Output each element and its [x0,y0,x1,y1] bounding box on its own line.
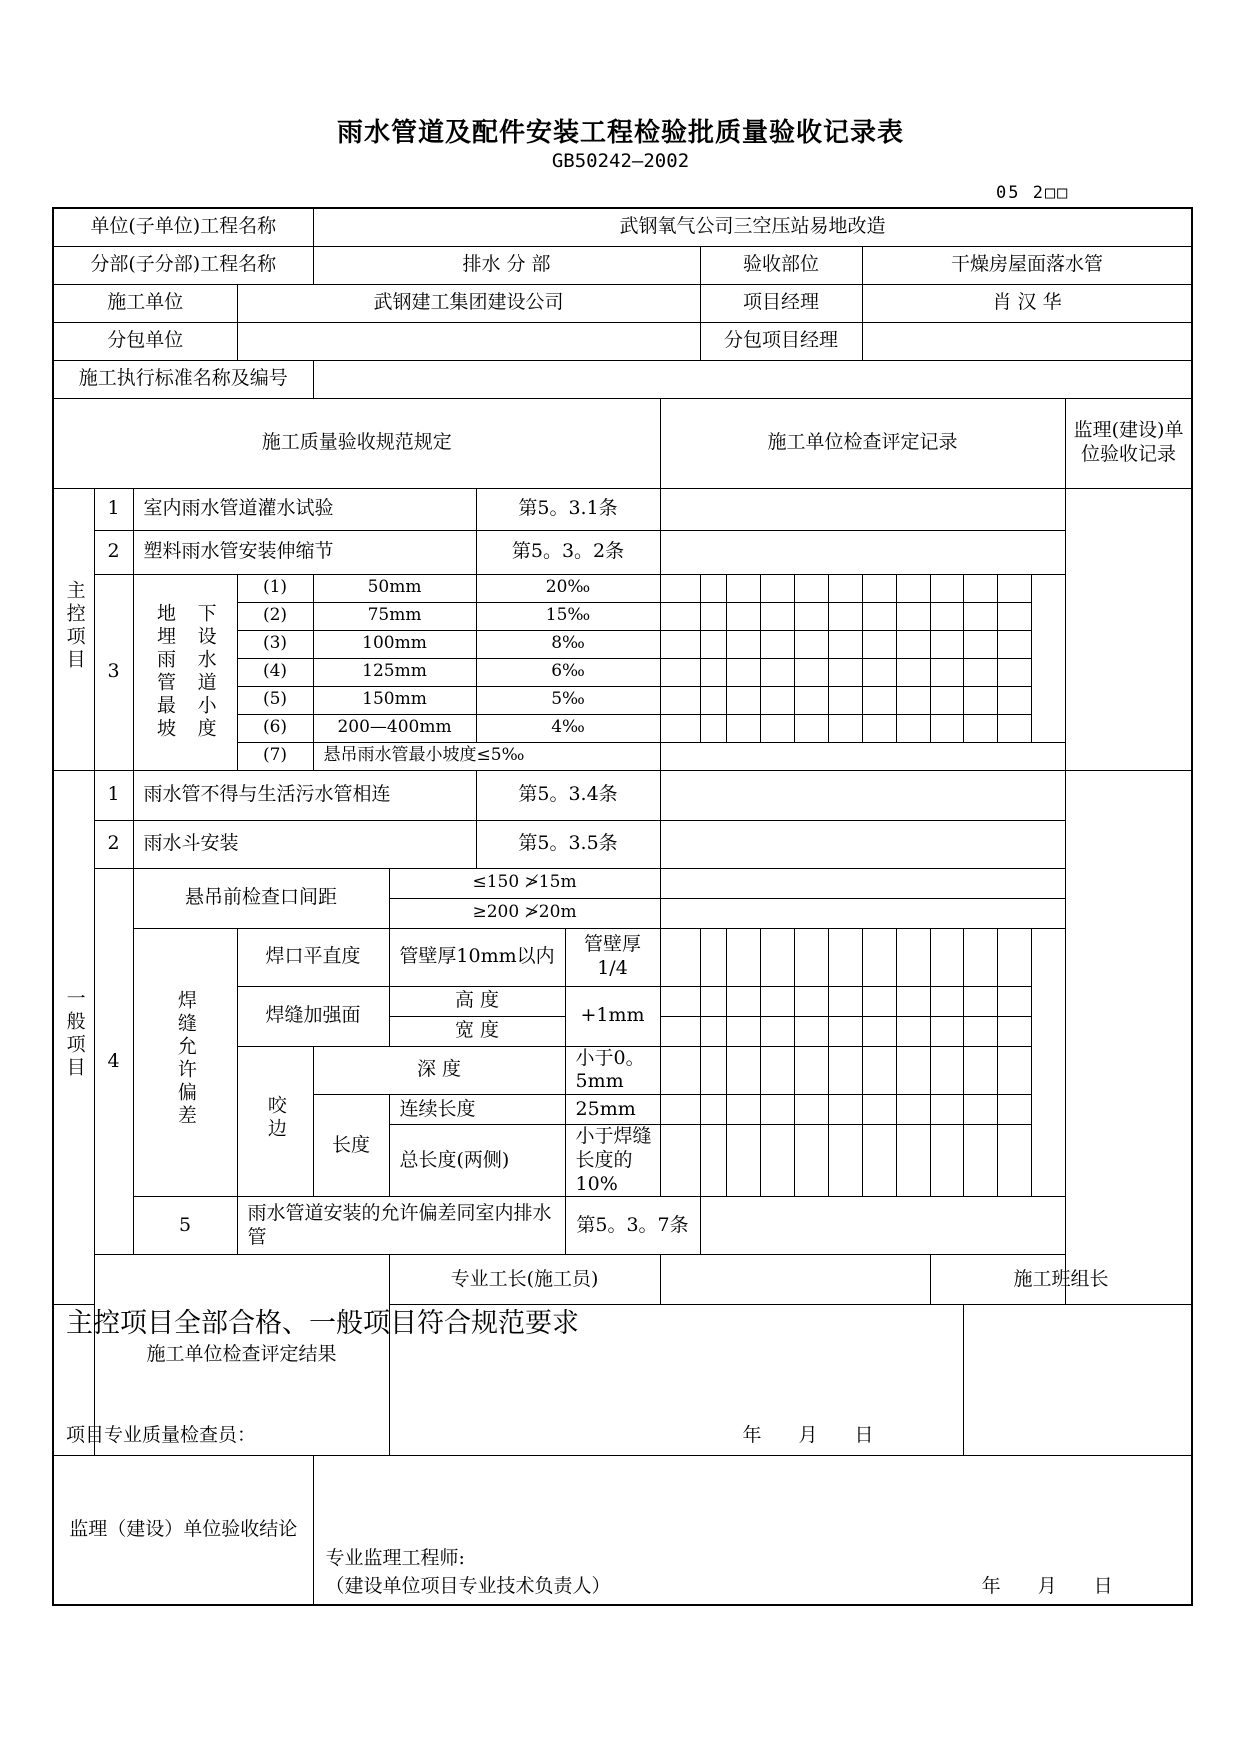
general-item-no: 1 [94,770,133,820]
pipe-size: 75mm [313,602,476,630]
min-slope: 15‰ [476,602,660,630]
check-cell[interactable] [930,574,963,602]
general-item-no: 2 [94,820,133,868]
check-cell[interactable] [862,686,896,714]
project-manager-value[interactable]: 肖 汉 华 [862,284,1192,322]
check-record-cell[interactable] [660,820,1065,868]
reinforcement-value: +1mm [565,986,660,1046]
main-item-no: 3 [94,574,133,770]
check-cell[interactable] [997,986,1031,1016]
check-cell[interactable] [997,630,1031,658]
check-cell[interactable] [700,1046,726,1095]
pipe-size: 100mm [313,630,476,658]
check-record-cell[interactable] [660,488,1065,530]
result-text[interactable]: 主控项目全部合格、一般项目符合规范要求 [66,1308,579,1340]
inspection-part-label: 验收部位 [700,246,862,284]
check-cell[interactable] [930,602,963,630]
sub-pm-value[interactable] [862,322,1192,360]
check-cell[interactable] [726,986,760,1016]
check-cell[interactable] [760,686,794,714]
check-cell[interactable] [794,658,828,686]
min-slope: 4‰ [476,714,660,742]
check-cell[interactable] [726,574,760,602]
check-cell[interactable] [862,928,896,986]
check-cell[interactable] [726,686,760,714]
check-record-cell[interactable] [660,530,1065,574]
supervisor-record-cell[interactable] [1065,488,1192,770]
check-cell[interactable] [828,602,862,630]
check-cell[interactable] [963,1016,997,1046]
check-cell[interactable] [794,986,828,1016]
check-cell[interactable] [896,928,930,986]
general-item-name: 雨水管道安装的允许偏差同室内排水管 [237,1197,565,1255]
check-cell[interactable] [930,1016,963,1046]
result-label: 施工单位检查评定结果 [94,1255,389,1456]
weld-deviation-label: 焊缝允许偏差 [133,928,237,1197]
supervisor-column-header: 监理(建设)单位验收记录 [1065,398,1192,488]
main-item-no: 1 [94,488,133,530]
owner-label: （建设单位项目专业技术负责人） [325,1574,611,1597]
supervision-label: 监理（建设）单位验收结论 [53,1456,313,1606]
slope-index: (7) [237,742,313,770]
continuous-length-value: 25mm [565,1095,660,1125]
check-cell[interactable] [726,602,760,630]
reinforcement-height: 高 度 [389,986,565,1016]
slope-row [53,574,1192,602]
main-item-clause: 第5。3。2条 [476,530,660,574]
slope-index: (3) [237,630,313,658]
check-cell[interactable] [726,630,760,658]
check-cell[interactable] [700,1095,726,1125]
check-cell[interactable] [896,574,930,602]
check-cell[interactable] [963,714,997,742]
check-cell[interactable] [700,630,726,658]
check-cell[interactable] [700,658,726,686]
slope-index: (5) [237,686,313,714]
check-cell[interactable] [700,714,726,742]
check-cell[interactable] [700,686,726,714]
supervision-content [313,1456,1192,1606]
check-cell[interactable] [828,714,862,742]
check-cell[interactable] [963,928,997,986]
spacing-rule-a: ≤150 ≯15m [389,868,660,898]
weld-flatness-condition: 管壁厚10mm以内 [389,928,565,986]
project-manager-label: 项目经理 [700,284,862,322]
check-cell[interactable] [930,658,963,686]
sub-project-value[interactable]: 排水 分 部 [313,246,700,284]
check-cell[interactable] [760,1125,794,1197]
contractor-label: 施工单位 [53,284,237,322]
check-cell[interactable] [862,630,896,658]
check-cell[interactable] [997,658,1031,686]
check-cell[interactable] [760,986,794,1016]
check-cell[interactable] [660,630,700,658]
check-cell[interactable] [963,986,997,1016]
check-cell[interactable] [963,1046,997,1095]
check-cell[interactable] [896,986,930,1016]
general-item-name: 雨水斗安装 [133,820,476,868]
check-cell[interactable] [700,928,726,986]
check-cell[interactable] [660,1125,700,1197]
check-cell[interactable] [997,1016,1031,1046]
subcontractor-label: 分包单位 [53,322,237,360]
subcontractor-value[interactable] [237,322,700,360]
pipe-size: 200—400mm [313,714,476,742]
check-cell[interactable] [997,574,1031,602]
check-cell[interactable] [896,602,930,630]
check-cell[interactable] [963,686,997,714]
standard-label: 施工执行标准名称及编号 [53,360,313,398]
check-cell[interactable] [726,1125,760,1197]
check-cell[interactable] [828,1016,862,1046]
general-item-no: 4 [94,868,133,1255]
check-cell[interactable] [760,1046,794,1095]
pipe-size: 125mm [313,658,476,686]
check-cell[interactable] [997,1095,1031,1125]
undercut-depth-value: 小于0。5mm [565,1046,660,1095]
unit-project-label: 单位(子单位)工程名称 [53,208,313,246]
check-cell[interactable] [963,1125,997,1197]
inspection-form [52,207,1193,1606]
check-cell[interactable] [794,574,828,602]
slope-index: (1) [237,574,313,602]
reinforcement-width: 宽 度 [389,1016,565,1046]
check-cell[interactable] [896,686,930,714]
check-cell[interactable] [828,630,862,658]
check-cell[interactable] [896,1095,930,1125]
check-cell[interactable] [794,1125,828,1197]
check-cell[interactable] [794,686,828,714]
form-number: 05 2□□ [996,183,1070,203]
check-cell[interactable] [828,686,862,714]
check-record-cell[interactable] [660,868,1065,898]
check-cell[interactable] [760,1016,794,1046]
check-cell[interactable] [862,658,896,686]
check-cell[interactable] [997,686,1031,714]
check-cell[interactable] [862,714,896,742]
main-item-clause: 第5。3.1条 [476,488,660,530]
min-slope: 5‰ [476,686,660,714]
pipe-size: 50mm [313,574,476,602]
main-item-name: 塑料雨水管安装伸缩节 [133,530,476,574]
check-cell[interactable] [828,574,862,602]
spacing-rule-b: ≥200 ≯20m [389,898,660,928]
inspection-part-value[interactable]: 干燥房屋面落水管 [862,246,1192,284]
check-cell[interactable] [794,714,828,742]
check-record-cell[interactable] [700,1197,1192,1255]
sub-pm-label: 分包项目经理 [700,322,862,360]
check-cell[interactable] [660,714,700,742]
team-leader-label: 施工班组长 [930,1255,1192,1305]
min-slope: 8‰ [476,630,660,658]
check-cell[interactable] [660,602,700,630]
hanging-slope-text: 悬吊雨水管最小坡度≤5‰ [313,742,660,770]
check-cell[interactable] [760,602,794,630]
check-cell[interactable] [862,986,896,1016]
undercut-depth-label: 深 度 [313,1046,565,1095]
check-cell[interactable] [997,602,1031,630]
check-cell[interactable] [726,928,760,986]
weld-reinforcement-label: 焊缝加强面 [237,986,389,1046]
check-cell[interactable] [930,1046,963,1095]
foreman-value[interactable] [660,1255,930,1305]
check-cell[interactable] [760,630,794,658]
check-record-cell[interactable] [660,770,1065,820]
check-cell[interactable] [963,1095,997,1125]
total-length-label: 总长度(两侧) [389,1125,565,1197]
check-cell[interactable] [794,1016,828,1046]
check-cell[interactable] [760,658,794,686]
check-cell[interactable] [726,1046,760,1095]
check-cell[interactable] [896,714,930,742]
check-cell[interactable] [828,658,862,686]
check-cell[interactable] [930,714,963,742]
check-cell[interactable] [660,986,700,1016]
total-length-value: 小于焊缝长度的10% [565,1125,660,1197]
check-cell[interactable] [794,1046,828,1095]
check-cell[interactable] [700,986,726,1016]
check-cell[interactable] [760,928,794,986]
spec-column-header: 施工质量验收规范规定 [53,398,660,488]
check-cell[interactable] [862,1046,896,1095]
main-item-name: 室内雨水管道灌水试验 [133,488,476,530]
check-cell[interactable] [896,1046,930,1095]
check-record-cell[interactable] [660,898,1065,928]
check-cell[interactable] [862,1125,896,1197]
general-item-name: 雨水管不得与生活污水管相连 [133,770,476,820]
check-cell[interactable] [997,1046,1031,1095]
check-cell[interactable] [896,658,930,686]
check-cell[interactable] [700,1016,726,1046]
general-item-clause: 第5。3.4条 [476,770,660,820]
check-cell[interactable] [726,1016,760,1046]
check-cell[interactable] [828,1095,862,1125]
check-cell[interactable] [930,1125,963,1197]
spacing-label: 悬吊前检查口间距 [133,868,389,928]
check-cell[interactable] [660,1046,700,1095]
check-cell[interactable] [726,1095,760,1125]
slope-group-label: 地埋雨管最坡 下设水道小度 [133,574,237,770]
check-cell[interactable] [896,630,930,658]
unit-project-value[interactable]: 武钢氧气公司三空压站易地改造 [313,208,1192,246]
main-items-label: 主控项目 [53,488,94,770]
weld-flatness-value: 管壁厚1/4 [565,928,660,986]
check-column-header: 施工单位检查评定记录 [660,398,1065,488]
check-cell[interactable] [862,574,896,602]
check-cell[interactable] [997,1125,1031,1197]
check-record-cell[interactable] [660,742,1065,770]
check-cell[interactable] [760,574,794,602]
check-cell[interactable] [700,602,726,630]
check-cell[interactable] [828,1125,862,1197]
form-title: 雨水管道及配件安装工程检验批质量验收记录表 [336,118,904,148]
slope-index: (2) [237,602,313,630]
check-cell[interactable] [660,1016,700,1046]
check-cell[interactable] [700,1125,726,1197]
check-cell[interactable] [726,714,760,742]
main-item-no: 2 [94,530,133,574]
check-cell[interactable] [794,928,828,986]
check-cell[interactable] [660,686,700,714]
general-items-label: 一般项目 [53,770,94,1305]
check-cell[interactable] [828,1046,862,1095]
result-date[interactable]: 年 月 日 [742,1423,874,1446]
check-cell[interactable] [660,658,700,686]
check-cell[interactable] [930,986,963,1016]
check-cell[interactable] [700,574,726,602]
general-item-clause: 第5。3。7条 [565,1197,700,1255]
check-cell[interactable] [896,1125,930,1197]
slope-index: (6) [237,714,313,742]
check-cell[interactable] [963,658,997,686]
check-cell[interactable] [997,928,1031,986]
check-cell[interactable] [828,986,862,1016]
check-cell[interactable] [760,714,794,742]
slope-index: (4) [237,658,313,686]
undercut-length-label: 长度 [313,1095,389,1197]
general-item-clause: 第5。3.5条 [476,820,660,868]
continuous-length-label: 连续长度 [389,1095,565,1125]
check-cell[interactable] [760,1095,794,1125]
pipe-size: 150mm [313,686,476,714]
check-cell[interactable] [862,1016,896,1046]
check-cell[interactable] [997,714,1031,742]
sub-project-label: 分部(子分部)工程名称 [53,246,313,284]
check-cell[interactable] [794,1095,828,1125]
check-cell[interactable] [660,574,700,602]
check-cell[interactable] [963,630,997,658]
inspector-label: 项目专业质量检查员： [66,1423,257,1446]
min-slope: 20‰ [476,574,660,602]
weld-flatness-label: 焊口平直度 [237,928,389,986]
min-slope: 6‰ [476,658,660,686]
check-cell[interactable] [930,1095,963,1125]
check-cell[interactable] [828,928,862,986]
general-item-no: 5 [133,1197,237,1255]
undercut-label: 咬边 [237,1046,313,1197]
contractor-value[interactable]: 武钢建工集团建设公司 [237,284,700,322]
check-cell[interactable] [963,574,997,602]
standard-code: GB50242—2002 [551,150,690,172]
check-cell[interactable] [930,630,963,658]
check-cell[interactable] [660,928,700,986]
check-cell[interactable] [726,658,760,686]
check-cell[interactable] [963,602,997,630]
check-cell[interactable] [794,630,828,658]
check-cell[interactable] [930,928,963,986]
engineer-label: 专业监理工程师: [325,1546,465,1569]
check-cell[interactable] [896,1016,930,1046]
check-cell[interactable] [862,1095,896,1125]
check-cell[interactable] [862,602,896,630]
foreman-label: 专业工长(施工员) [389,1255,660,1305]
supervision-date[interactable]: 年 月 日 [981,1574,1113,1597]
check-cell[interactable] [794,602,828,630]
result-content [53,1305,963,1456]
standard-value[interactable] [313,360,1192,398]
check-cell[interactable] [660,1095,700,1125]
check-cell[interactable] [930,686,963,714]
